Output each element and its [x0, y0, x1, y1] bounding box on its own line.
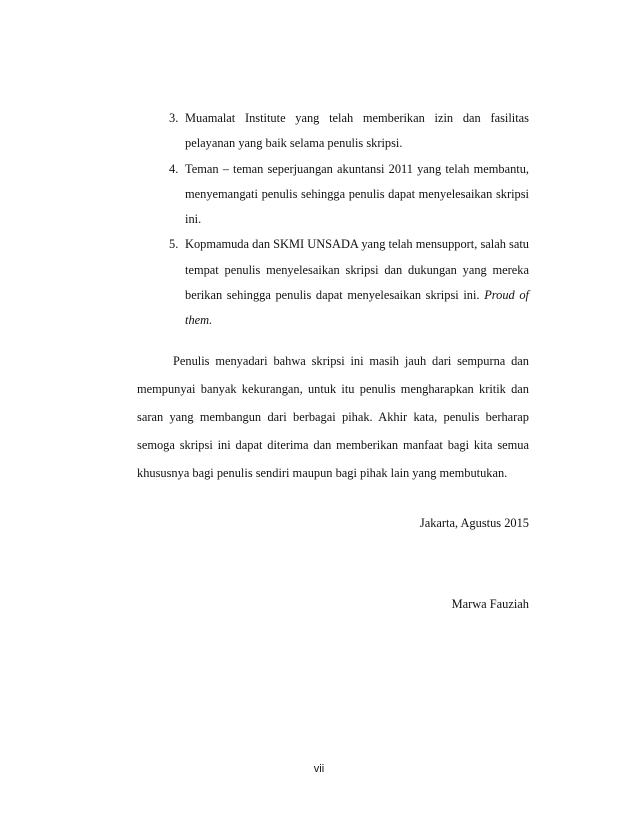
place-date: Jakarta, Agustus 2015 — [419, 516, 529, 530]
list-item-number: 3. — [169, 111, 179, 125]
list-item-text: Muamalat Institute yang telah memberikan izin dan fasilitas pelayanan yang baik selama penulis skripsi. — [185, 111, 529, 151]
list-item — [137, 232, 529, 333]
list-item-text-regular: Kopmamuda dan SKMI UNSADA yang telah mensupport, salah satu tempat penulis menyelesaikan skripsi dan dukungan yang mereka berikan sehingga penulis dapat menyelesaikan skripsi ini. — [185, 237, 529, 303]
list-item-number: 5. — [169, 237, 179, 252]
acknowledgement-list — [137, 106, 529, 334]
list-item — [137, 106, 529, 157]
signatory-name: Marwa Fauziah — [451, 597, 529, 611]
list-item-text — [185, 237, 529, 327]
page-number: vii — [313, 763, 325, 775]
list-item-number: 4. — [169, 161, 179, 176]
list-item-text: Teman – teman seperjuangan akuntansi 2011 yang telah membantu, menyemangati penulis sehingga penulis dapat menyelesaikan skripsi ini. — [185, 161, 529, 227]
list-item-text-italic: Proud of them. — [185, 288, 529, 328]
list-item — [137, 157, 529, 233]
closing-paragraph: Penulis menyadari bahwa skripsi ini masih jauh dari sempurna dan mempunyai banyak kekurangan, untuk itu penulis mengharapkan kritik dan saran yang membangun dari berbagai pihak. Akhir kata, penulis berharap semoga skripsi ini dapat diterima dan memberikan manfaat bagi kita semua khususnya bagi penulis sendiri maupun bagi pihak lain yang membutukan. — [137, 354, 529, 480]
